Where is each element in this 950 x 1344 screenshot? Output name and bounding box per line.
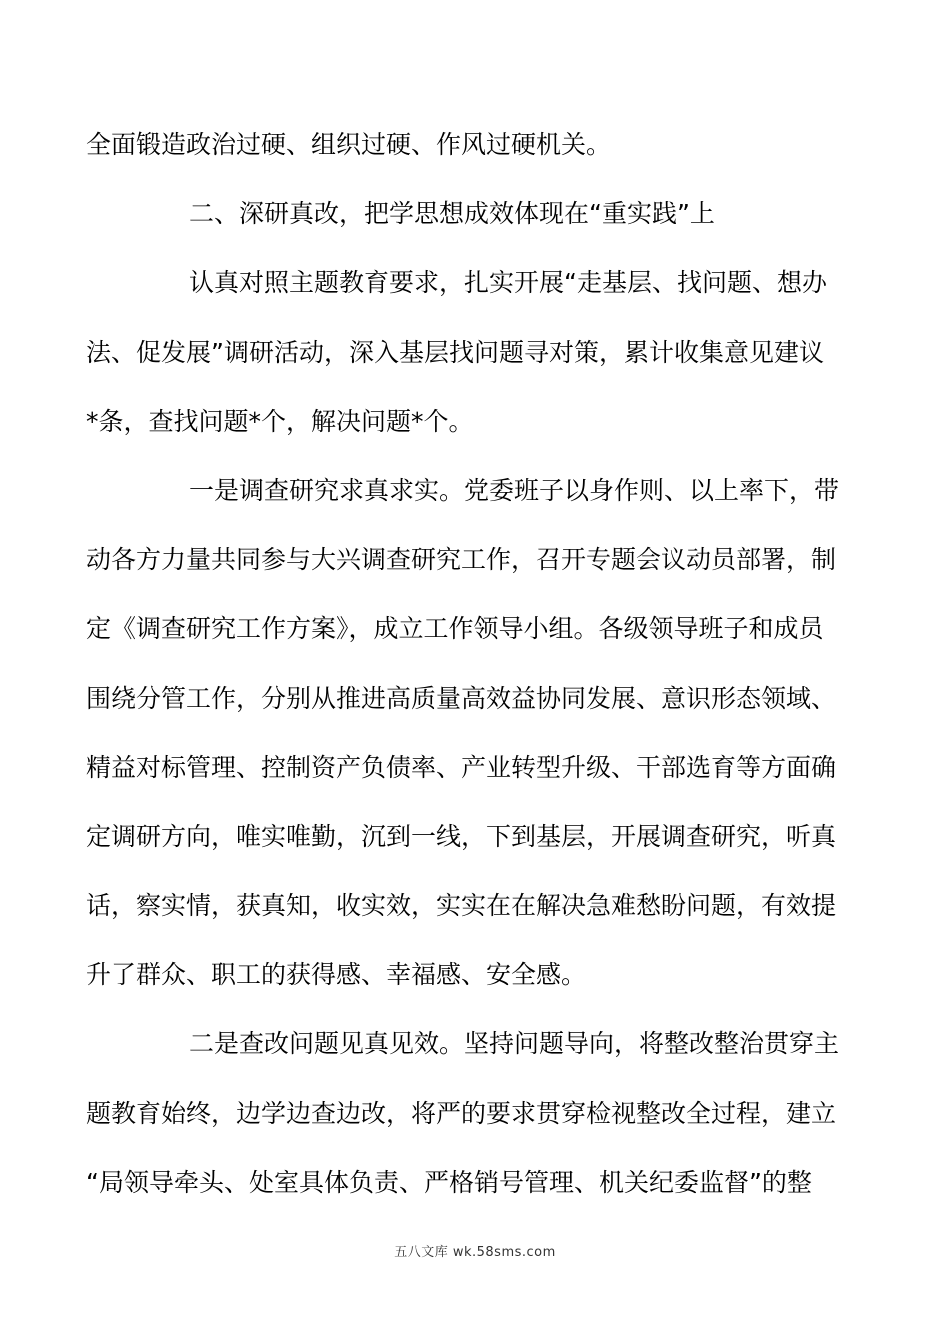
paragraph-line: 一是调查研究求真求实。党委班子以身作则、以上率下，带 (189, 475, 840, 505)
paragraph-line: 全面锻造政治过硬、组织过硬、作风过硬机关。 (86, 130, 612, 159)
document-body (86, 110, 868, 1217)
paragraph-line: 升了群众、职工的获得感、幸福感、安全感。 (86, 960, 587, 990)
paragraph-line: 认真对照主题教育要求，扎实开展“走基层、找问题、想办 (189, 268, 827, 298)
footer-watermark: 五八文库 wk.58sms.com (394, 1245, 556, 1260)
section-heading: 二、深研真改，把学思想成效体现在“重实践”上 (189, 199, 715, 229)
paragraph-line: 围绕分管工作，分别从推进高质量高效益协同发展、意识形态领域、 (86, 683, 837, 713)
paragraph-line: 定《调查研究工作方案》，成立工作领导小组。各级领导班子和成员 (86, 614, 824, 644)
paragraph-line: 精益对标管理、控制资产负债率、产业转型升级、干部选育等方面确 (86, 752, 837, 782)
paragraph-line: 法、促发展”调研活动，深入基层找问题寻对策，累计收集意见建议 (86, 337, 824, 367)
paragraph-line: “局领导牵头、处室具体负责、严格销号管理、机关纪委监督”的整 (86, 1167, 812, 1197)
paragraph-line: 动各方力量共同参与大兴调查研究工作，召开专题会议动员部署，制 (86, 545, 837, 575)
paragraph-line: 话，察实情，获真知，收实效，实实在在解决急难愁盼问题，有效提 (86, 891, 837, 921)
paragraph-line: *条，查找问题*个，解决问题*个。 (86, 406, 474, 436)
paragraph-line: 题教育始终，边学边查边改，将严的要求贯穿检视整改全过程，建立 (86, 1098, 837, 1128)
paragraph-line: 定调研方向，唯实唯勤，沉到一线，下到基层，开展调查研究，听真 (86, 821, 837, 851)
paragraph-line: 二是查改问题见真见效。坚持问题导向，将整改整治贯穿主 (189, 1029, 840, 1059)
